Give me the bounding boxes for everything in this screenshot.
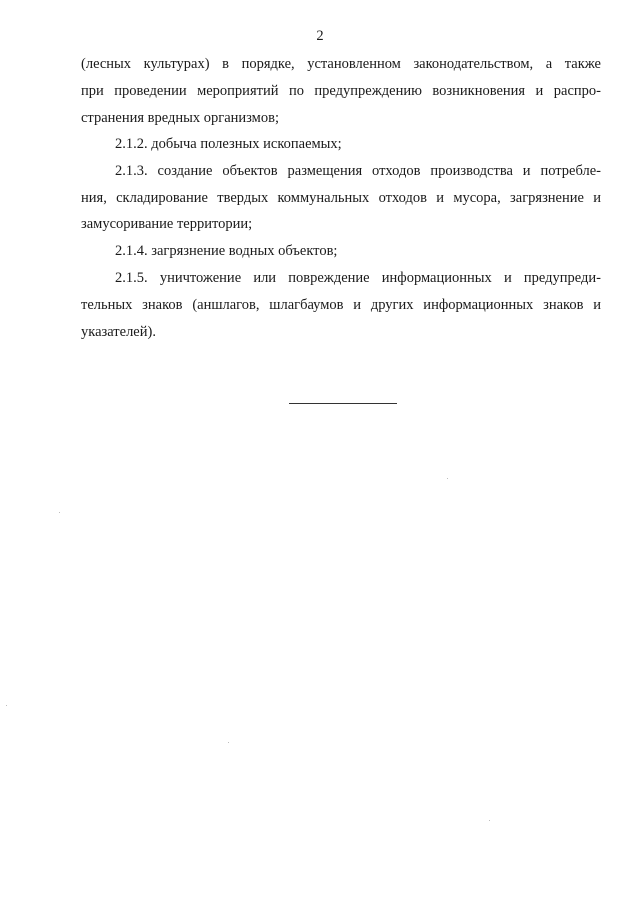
scan-speck [228, 742, 229, 743]
scan-speck [6, 705, 7, 706]
page-number: 2 [316, 28, 324, 44]
text-line-9: 2.1.5. уничтожение или повреждение информационных и предупреди- [115, 270, 601, 286]
text-line-6: ния, складирование твердых коммунальных отходов и мусора, загрязнение и [81, 190, 601, 206]
text-line-8: 2.1.4. загрязнение водных объектов; [115, 243, 338, 259]
scan-speck [489, 820, 490, 821]
text-line-3: странения вредных организмов; [81, 110, 279, 126]
text-line-10: тельных знаков (аншлагов, шлагбаумов и других информационных знаков и [81, 297, 601, 313]
text-line-7: замусоривание территории; [81, 216, 253, 232]
text-line-11: указателей). [81, 324, 156, 340]
text-line-4: 2.1.2. добыча полезных ископаемых; [115, 136, 342, 152]
text-line-1: (лесных культурах) в порядке, установленном законодательством, а также [81, 56, 601, 72]
end-rule [289, 403, 397, 404]
scan-speck [447, 478, 448, 479]
text-line-2: при проведении мероприятий по предупреждению возникновения и распро- [81, 83, 601, 99]
scan-speck [59, 512, 60, 513]
text-line-5: 2.1.3. создание объектов размещения отходов производства и потребле- [115, 163, 601, 179]
